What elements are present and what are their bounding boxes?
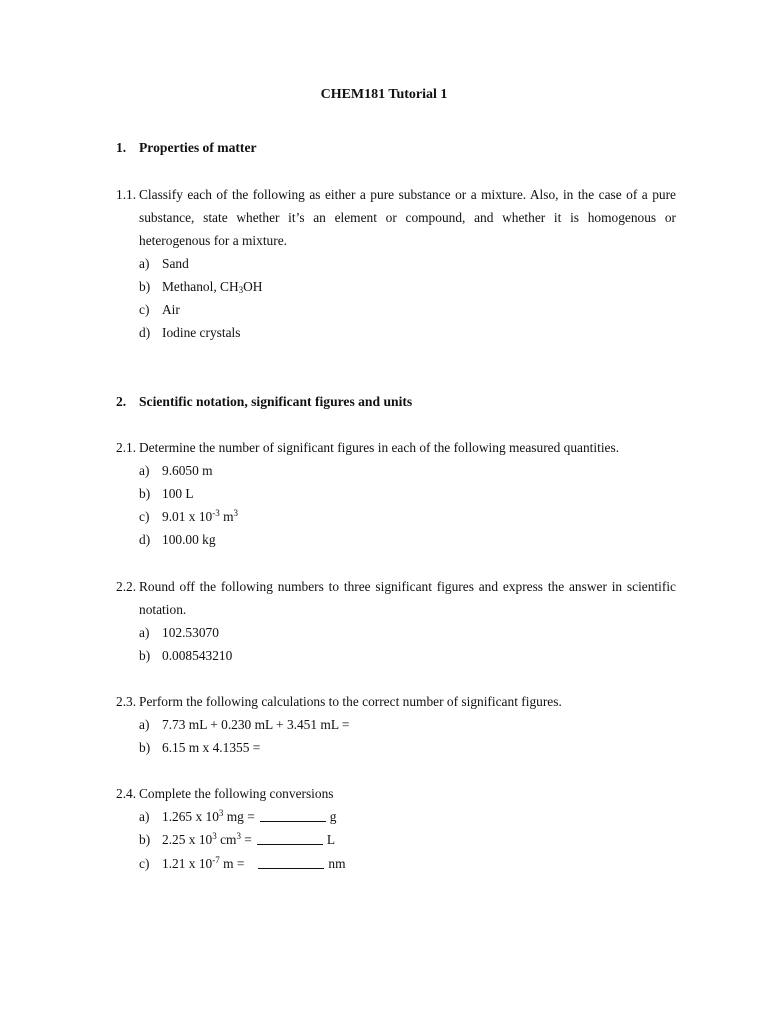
section-heading-2 bbox=[116, 394, 412, 410]
section-number: 2. bbox=[116, 394, 127, 409]
question-number: 1.1. bbox=[116, 187, 137, 202]
question-number: 2.4. bbox=[116, 786, 137, 801]
question-2-3 bbox=[116, 690, 676, 713]
question-text: Round off the following numbers to three significant figures and express the answer in scientific notation. bbox=[139, 579, 676, 617]
section-heading-1 bbox=[116, 140, 257, 156]
list-item: d) 100.00 kg bbox=[139, 532, 216, 547]
question-1-1 bbox=[116, 183, 676, 252]
list-item: a) 9.6050 m bbox=[139, 463, 213, 478]
question-2-1 bbox=[116, 436, 676, 459]
answer-blank bbox=[257, 832, 323, 845]
list-item: b) 6.15 m x 4.1355 = bbox=[139, 740, 261, 755]
answer-blank bbox=[258, 856, 324, 869]
list-item: b) 100 L bbox=[139, 486, 194, 501]
question-text: Complete the following conversions bbox=[139, 786, 334, 801]
question-2-4 bbox=[116, 782, 676, 805]
section-number: 1. bbox=[116, 140, 127, 155]
question-number: 2.1. bbox=[116, 440, 137, 455]
list-item: c) 9.01 x $10^{-3}$ $m^3$ bbox=[139, 508, 238, 524]
list-item: d) Iodine crystals bbox=[139, 325, 241, 340]
question-number: 2.2. bbox=[116, 579, 137, 594]
question-text: Perform the following calculations to the correct number of significant figures. bbox=[139, 694, 562, 709]
list-item: c) 1.21 x $10^{-7}$ m = nm bbox=[139, 855, 346, 871]
list-item: b) 0.008543210 bbox=[139, 648, 233, 663]
list-item: a) Sand bbox=[139, 256, 189, 271]
question-text: Classify each of the following as either a pure substance or a mixture. Also, in the case of a pure substance, state whether it’s an element or compound, and whether it is homogenous or heterogenous for a mixture. bbox=[139, 187, 676, 248]
list-item: b) 2.25 x $10^3$ $cm^3 = L$ bbox=[139, 831, 336, 847]
answer-blank bbox=[260, 809, 326, 822]
question-number: 2.3. bbox=[116, 694, 137, 709]
section-title: Scientific notation, significant figures and units bbox=[139, 394, 413, 409]
list-item: a) 102.53070 bbox=[139, 625, 219, 640]
question-text: Determine the number of significant figures in each of the following measured quantities. bbox=[139, 440, 620, 455]
list-item: a) 7.73 mL + 0.230 mL + 3.451 mL = bbox=[139, 717, 350, 732]
list-item: b) Methanol, $CH_3OH$ bbox=[139, 279, 263, 295]
question-2-2 bbox=[116, 575, 676, 621]
list-item: a) 1.265 x $10^3$ mg = g bbox=[139, 808, 337, 824]
page-title: CHEM181 Tutorial 1 bbox=[320, 87, 448, 102]
list-item: c) Air bbox=[139, 302, 180, 317]
section-title: Properties of matter bbox=[139, 140, 257, 155]
